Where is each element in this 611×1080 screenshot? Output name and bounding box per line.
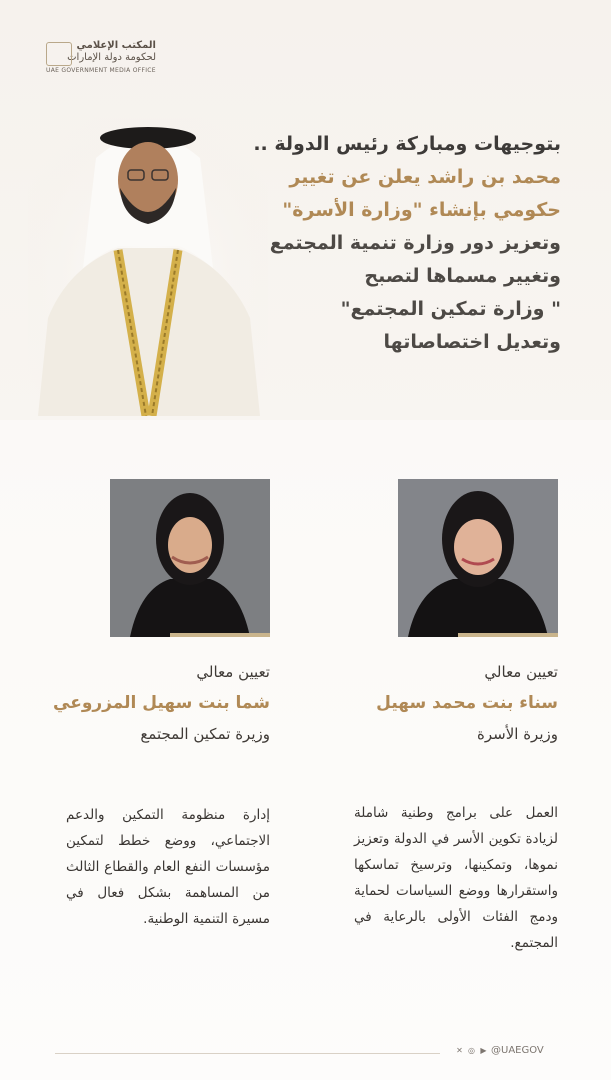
right-person-photo: [398, 479, 558, 637]
left-appoint-label: تعيين معالي: [196, 663, 270, 681]
headline: [231, 128, 561, 359]
headline-line6: " وزارة تمكين المجتمع": [340, 298, 561, 320]
logo-arabic-line1: المكتب الإعلامي: [76, 40, 156, 51]
x-icon[interactable]: ✕: [456, 1046, 463, 1055]
right-person-name: سناء بنت محمد سهيل: [376, 693, 558, 713]
right-person-ministry: وزيرة الأسرة: [477, 725, 558, 743]
right-person-description: العمل على برامج وطنية شاملة لزيادة تكوين الأسر في الدولة وتعزيز نموها، وتمكينها، وترسيخ تماسكها واستقرارها ووضع السياسات لحماية ودمج الفئات الأولى بالرعاية في المجتمع.: [354, 805, 558, 951]
media-office-logo: [46, 40, 156, 74]
youtube-icon[interactable]: ▶: [480, 1046, 487, 1055]
logo-arabic-line2: لحكومة دولة الإمارات: [67, 52, 156, 63]
emblem-icon: [46, 42, 72, 66]
footer-divider: [55, 1053, 440, 1054]
left-person-description: إدارة منظومة التمكين والدعم الاجتماعي، ووضع خطط لتمكين مؤسسات النفع العام والقطاع الثالث من المساهمة بشكل فعال في مسيرة التنمية الوطنية.: [66, 807, 270, 927]
right-appoint-label: تعيين معالي: [484, 663, 558, 681]
headline-line7: وتعديل اختصاصاتها: [383, 331, 561, 353]
headline-line5: وتغيير مسماها لتصبح: [364, 265, 561, 287]
left-person-name: شما بنت سهيل المزروعي: [53, 693, 270, 713]
right-photo-underline: [458, 633, 558, 637]
handle-text[interactable]: @UAEGOV: [491, 1045, 544, 1056]
left-photo-underline: [170, 633, 270, 637]
instagram-icon[interactable]: ◎: [468, 1046, 475, 1055]
headline-line3: حكومي بإنشاء "وزارة الأسرة": [282, 199, 561, 221]
headline-line1: بتوجيهات ومباركة رئيس الدولة ..: [253, 133, 561, 155]
left-person-ministry: وزيرة تمكين المجتمع: [140, 725, 270, 743]
right-person-info: [328, 663, 558, 743]
headline-line2: محمد بن راشد يعلن عن تغيير: [289, 166, 561, 188]
headline-line4: وتعزيز دور وزارة تنمية المجتمع: [269, 232, 561, 254]
left-person-photo: [110, 479, 270, 637]
left-portrait-image: [110, 479, 270, 637]
logo-english: UAE GOVERNMENT MEDIA OFFICE: [46, 67, 156, 74]
right-portrait-image: [398, 479, 558, 637]
social-handle: [455, 1045, 544, 1056]
left-person-info: [40, 663, 270, 743]
